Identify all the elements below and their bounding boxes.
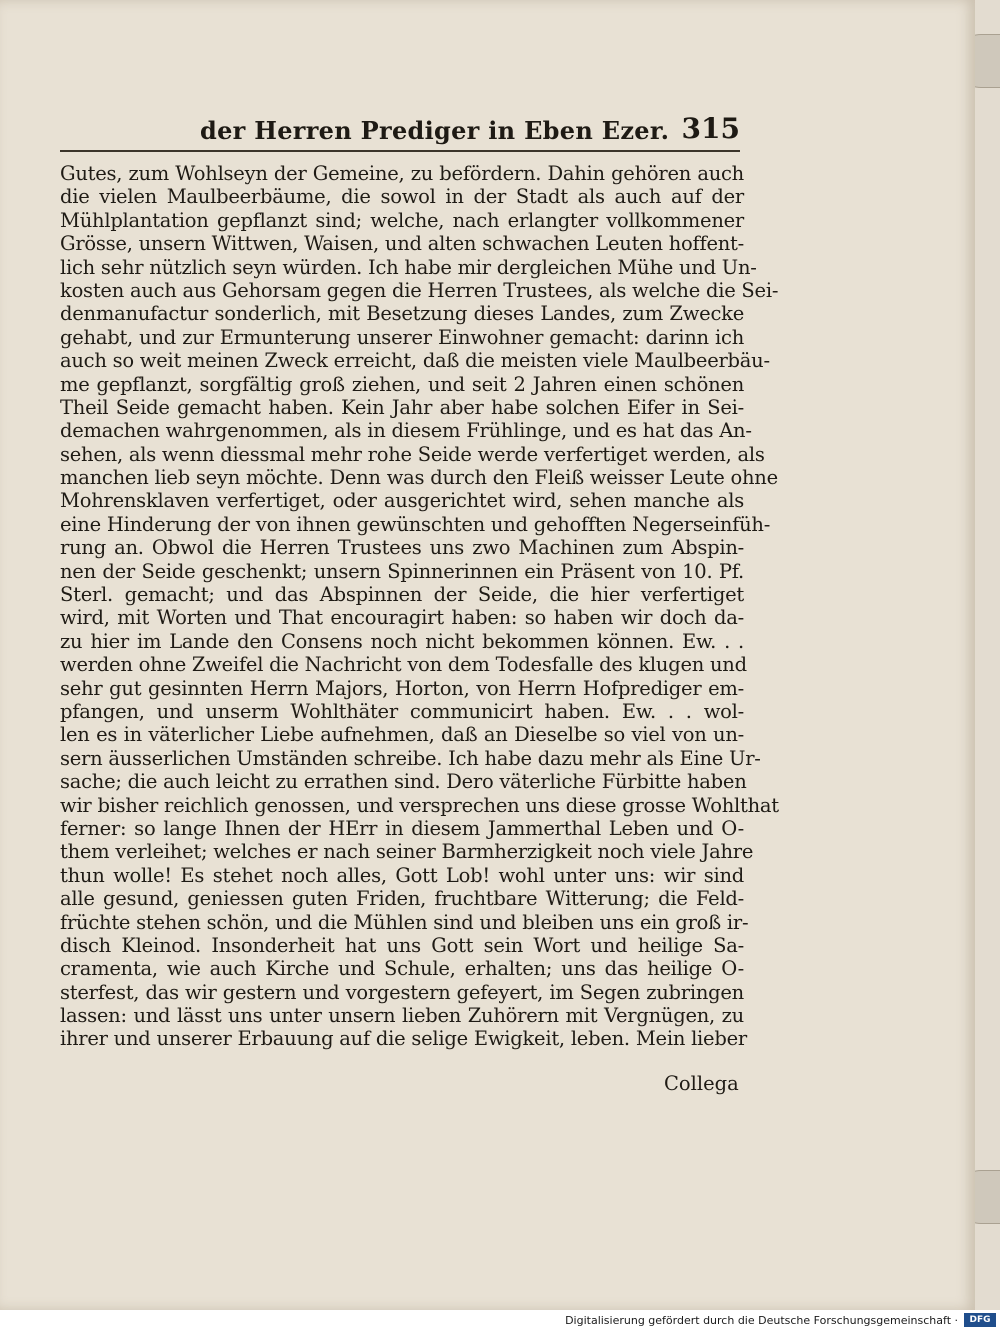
text-line: wir bisher reichlich genossen, und versprechen uns diese grosse Wohlthat xyxy=(60,793,779,817)
text-line: Gutes, zum Wohlseyn der Gemeine, zu befördern. Dahin gehören auch xyxy=(60,162,744,185)
running-head: der Herren Prediger in Eben Ezer. xyxy=(200,116,670,145)
body-text xyxy=(60,162,779,1051)
text-line: werden ohne Zweifel die Nachricht von dem Todesfalle des klugen und xyxy=(60,653,747,677)
text-line: alle gesund, geniessen guten Friden, fruchtbare Witterung; die Feld- xyxy=(60,887,744,911)
text-line: disch Kleinod. Insonderheit hat uns Gott sein Wort und heilige Sa- xyxy=(60,933,744,957)
text-line: Grösse, unsern Wittwen, Waisen, und alten schwachen Leuten hoffent- xyxy=(60,232,744,256)
digitization-credit: Digitalisierung gefördert durch die Deutsche Forschungsgemeinschaft · xyxy=(565,1314,958,1327)
text-line: len es in väterlicher Liebe aufnehmen, daß an Dieselbe so viel von un- xyxy=(60,723,744,747)
text-line: sache; die auch leicht zu errathen sind. Dero väterliche Fürbitte haben xyxy=(60,770,747,794)
text-line: Theil Seide gemacht haben. Kein Jahr aber habe solchen Eifer in Sei- xyxy=(60,395,744,419)
text-line: lich sehr nützlich seyn würden. Ich habe mir dergleichen Mühe und Un- xyxy=(60,255,757,279)
text-line: die vielen Maulbeerbäume, die sowol in der Stadt als auch auf der xyxy=(60,185,744,209)
text-line: zu hier im Lande den Consens noch nicht bekommen können. Ew. . . xyxy=(60,629,744,653)
text-line: wird, mit Worten und That encouragirt haben: so haben wir doch da- xyxy=(60,606,744,630)
text-line: sern äusserlichen Umständen schreibe. Ich habe dazu mehr als Eine Ur- xyxy=(60,746,761,770)
text-line: auch so weit meinen Zweck erreicht, daß die meisten viele Maulbeerbäu- xyxy=(60,349,770,373)
text-line: them verleihet; welches er nach seiner Barmherzigkeit noch viele Jahre xyxy=(60,840,754,864)
text-line: früchte stehen schön, und die Mühlen sind und bleiben uns ein groß ir- xyxy=(60,910,749,934)
catchword: Collega xyxy=(664,1072,739,1095)
text-line: sterfest, das wir gestern und vorgestern gefeyert, im Segen zubringen xyxy=(60,980,744,1004)
page-header xyxy=(60,112,740,152)
text-line: Mühlplantation gepflanzt sind; welche, nach erlangter vollkommener xyxy=(60,208,744,232)
text-line: nen der Seide geschenkt; unsern Spinnerinnen ein Präsent von 10. Pf. xyxy=(60,559,744,583)
text-line: Sterl. gemacht; und das Abspinnen der Seide, die hier verfertiget xyxy=(60,583,744,607)
text-line: me gepflanzt, sorgfältig groß ziehen, und seit 2 Jahren einen schönen xyxy=(60,372,744,396)
text-line: rung an. Obwol die Herren Trustees uns zwo Machinen zum Abspin- xyxy=(60,536,744,560)
text-line: pfangen, und unserm Wohlthäter communicirt haben. Ew. . . wol- xyxy=(60,699,744,723)
text-line: eine Hinderung der von ihnen gewünschten und gehofften Negerseinfüh- xyxy=(60,512,771,536)
text-line: manchen lieb seyn möchte. Denn was durch den Fleiß weisser Leute ohne xyxy=(60,466,778,490)
text-line: ferner: so lange Ihnen der HErr in diesem Jammerthal Leben und O- xyxy=(60,816,744,840)
text-line: sehen, als wenn diessmal mehr rohe Seide werde verfertiget werden, als xyxy=(60,442,765,466)
text-line: sehr gut gesinnten Herrn Majors, Horton, von Herrn Hofprediger em- xyxy=(60,676,744,700)
header-rule xyxy=(60,150,740,152)
text-line: ihrer und unserer Erbauung auf die selige Ewigkeit, leben. Mein lieber xyxy=(60,1027,747,1051)
text-line: thun wolle! Es stehet noch alles, Gott Lob! wohl unter uns: wir sind xyxy=(60,863,744,887)
dfg-logo: DFG xyxy=(964,1313,996,1327)
text-line: lassen: und lässt uns unter unsern lieben Zuhörern mit Vergnügen, zu xyxy=(60,1004,744,1028)
text-line: demachen wahrgenommen, als in diesem Frühlinge, und es hat das An- xyxy=(60,419,752,443)
text-line: kosten auch aus Gehorsam gegen die Herren Trustees, als welche die Sei- xyxy=(60,278,779,302)
text-line: cramenta, wie auch Kirche und Schule, erhalten; uns das heilige O- xyxy=(60,957,744,981)
text-line: denmanufactur sonderlich, mit Besetzung dieses Landes, zum Zwecke xyxy=(60,302,744,326)
page-number: 315 xyxy=(681,112,740,145)
text-line: Mohrensklaven verfertiget, oder ausgerichtet wird, sehen manche als xyxy=(60,489,744,513)
text-line: gehabt, und zur Ermunterung unserer Einwohner gemacht: darinn ich xyxy=(60,325,744,349)
